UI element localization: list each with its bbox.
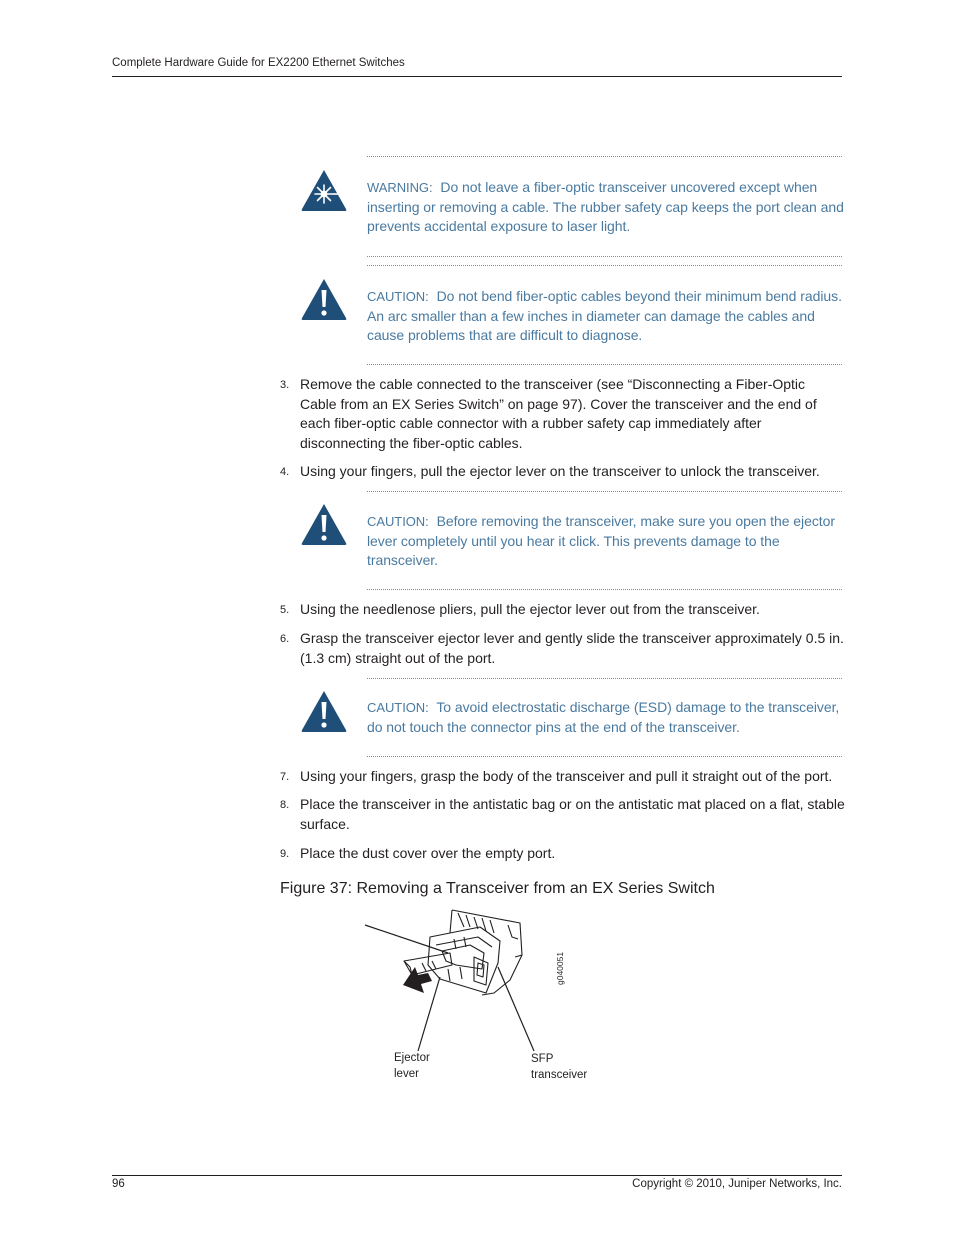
notice-body: Do not bend fiber-optic cables beyond their minimum bend radius. An arc smaller than a few inches in diameter can damage the cables and cause problems that are difficult to diagnose. <box>367 288 842 344</box>
notice-label: CAUTION: <box>367 289 429 304</box>
step-text: Remove the cable connected to the transceiver (see “Disconnecting a Fiber-Optic Cable from an EX Series Switch” on page 97). Cover the transceiver and the end of each fiber-optic cable connector with a rubber safety cap immediately after disconnecting the fiber-optic cables. <box>300 376 817 451</box>
step-text: Using your fingers, pull the ejector lever on the transceiver to unlock the transceiver. <box>300 463 820 479</box>
figure-title: Figure 37: Removing a Transceiver from an EX Series Switch <box>280 880 715 897</box>
laser-warning-icon <box>299 167 349 213</box>
label-line: Ejector <box>394 1052 430 1064</box>
notice-label: CAUTION: <box>367 514 429 529</box>
step-text: Using your fingers, grasp the body of the transceiver and pull it straight out of the port. <box>300 768 833 784</box>
notice-divider <box>367 265 842 266</box>
copyright-notice: Copyright © 2010, Juniper Networks, Inc. <box>632 1178 842 1190</box>
page-number: 96 <box>112 1178 125 1190</box>
label-line: lever <box>394 1067 419 1080</box>
step-item <box>280 767 845 787</box>
step-item <box>280 795 845 834</box>
step-number: 3. <box>280 379 290 391</box>
ejector-lever-label <box>394 1051 430 1082</box>
caution-notice <box>367 698 845 737</box>
step-item <box>280 375 845 453</box>
step-text: Place the transceiver in the antistatic bag or on the antistatic mat placed on a flat, stable surface. <box>300 796 845 832</box>
caution-icon <box>299 276 349 322</box>
footer-rule <box>112 1175 842 1176</box>
step-number: 7. <box>280 771 290 783</box>
notice-body: Do not leave a fiber-optic transceiver uncovered except when inserting or removing a cable. The rubber safety cap keeps the port clean and prevents accidental exposure to laser light. <box>367 179 844 235</box>
notice-label: WARNING: <box>367 180 433 195</box>
notice-divider <box>367 678 842 679</box>
step-number: 6. <box>280 633 290 645</box>
notice-body: Before removing the transceiver, make sure you open the ejector lever completely until you hear it click. This prevents damage to the transceiver. <box>367 513 835 569</box>
step-text: Place the dust cover over the empty port. <box>300 845 556 861</box>
step-text: Grasp the transceiver ejector lever and gently slide the transceiver approximately 0.5 in. (1.3 cm) straight out of the port. <box>300 630 844 666</box>
label-line: transceiver <box>531 1068 588 1081</box>
step-text: Using the needlenose pliers, pull the ejector lever out from the transceiver. <box>300 601 760 617</box>
label-line: SFP <box>531 1053 554 1065</box>
notice-divider <box>367 364 842 365</box>
figure-code: g040051 <box>555 951 565 985</box>
step-number: 8. <box>280 799 290 811</box>
caution-icon <box>299 501 349 547</box>
step-item <box>280 629 845 668</box>
step-number: 4. <box>280 466 290 478</box>
notice-label: CAUTION: <box>367 700 429 715</box>
notice-divider <box>367 756 842 757</box>
step-item <box>280 844 845 864</box>
sfp-transceiver-label <box>531 1052 587 1083</box>
caution-icon <box>299 688 349 734</box>
notice-divider <box>367 256 842 257</box>
notice-divider <box>367 156 842 157</box>
warning-notice <box>367 178 845 237</box>
step-item <box>280 462 845 482</box>
caution-notice <box>367 287 845 346</box>
step-item <box>280 600 845 620</box>
caution-notice <box>367 512 845 571</box>
step-number: 9. <box>280 848 290 860</box>
notice-body: To avoid electrostatic discharge (ESD) damage to the transceiver, do not touch the connector pins at the end of the transceiver. <box>367 699 840 735</box>
notice-divider <box>367 589 842 590</box>
step-number: 5. <box>280 604 290 616</box>
running-header: Complete Hardware Guide for EX2200 Ethernet Switches <box>112 57 405 69</box>
notice-divider <box>367 491 842 492</box>
header-rule <box>112 76 842 77</box>
